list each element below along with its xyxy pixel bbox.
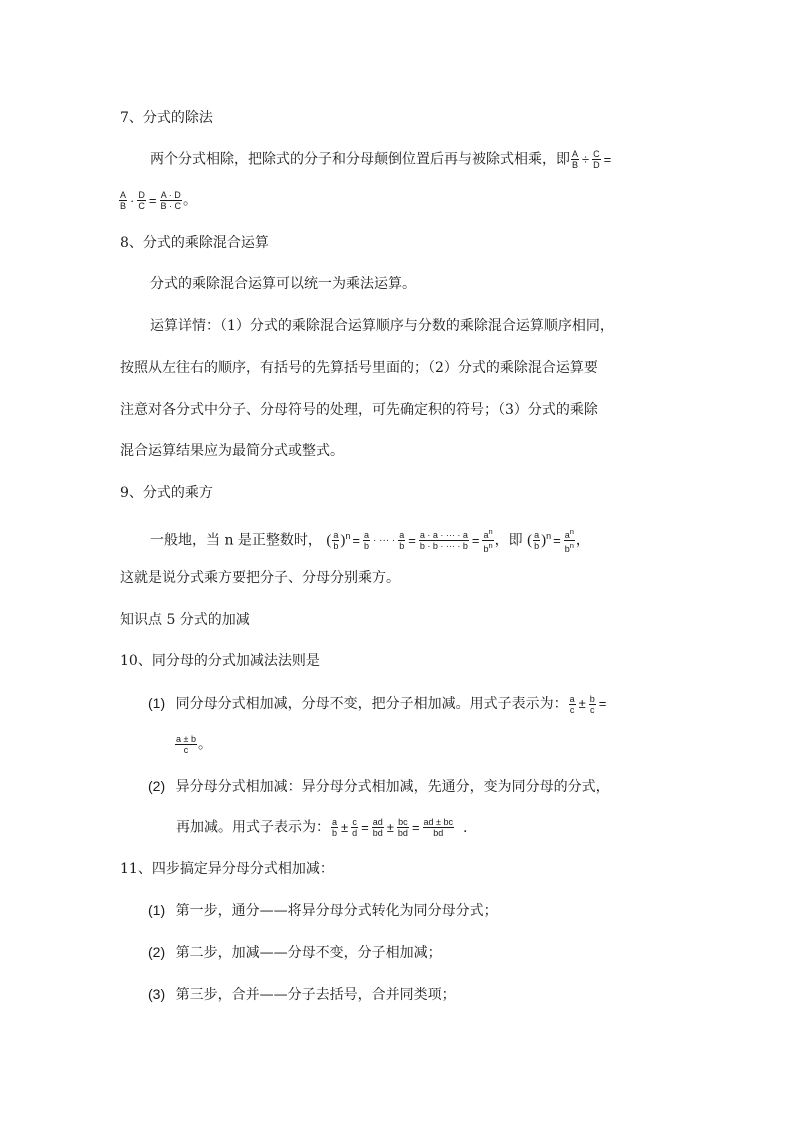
- dot-sign: ·: [130, 192, 135, 208]
- fraction-a-over-b: $\frac{A}{B}$: [572, 149, 579, 170]
- section-9-mid: ，即: [494, 532, 523, 549]
- fraction-a-pm-b-over-c: $\frac{a \pm b}{c}$: [176, 734, 196, 755]
- fraction-a-over-b-pow: $\frac{a}{b}$: [333, 530, 339, 552]
- fraction-a-over-b-pow-2: $\frac{a}{b}$: [534, 530, 540, 552]
- exponent-n: n: [345, 531, 351, 541]
- equals-sign-4: =: [408, 532, 416, 548]
- item-2-text: 异分母分式相加减：异分母分式相加减，先通分，变为同分母的分式，: [175, 779, 610, 795]
- fraction-an-over-bn: $\frac{a^n}{b^n}$: [483, 527, 493, 555]
- fraction-a-over-b-3: $\frac{a}{b}$: [332, 817, 338, 838]
- fraction-b-over-c: $\frac{b}{c}$: [589, 693, 595, 715]
- step-text: 第二步，加减——分母不变，分子相加减；: [175, 945, 442, 961]
- left-paren-2: (: [527, 532, 533, 549]
- right-paren-2: ): [541, 532, 547, 549]
- section-9-text: 一般地，当 n 是正整数时，: [150, 532, 322, 549]
- exponent-n-2: n: [546, 531, 552, 541]
- section-8-paragraph-1: 分式的乘除混合运算可以统一为乘法运算。: [150, 276, 416, 292]
- section-8-detail-line-2: 按照从左往右的顺序，有括号的先算括号里面的；（2）分式的乘除混合运算要: [120, 360, 598, 376]
- plus-minus-sign-3: ±: [386, 819, 394, 835]
- section-8-detail-line-3: 注意对各分式中分子、分母符号的处理，可先确定积的符号；（3）分式的乘除: [120, 402, 598, 418]
- plus-minus-sign: ±: [578, 696, 586, 711]
- section-7-paragraph: [150, 149, 613, 170]
- fraction-a-over-b-f1: $\frac{a}{b}$: [364, 530, 370, 552]
- section-10-item-1: [148, 693, 608, 715]
- period-2: 。: [197, 736, 212, 753]
- fraction-product: $\frac{a \cdot a \cdot \cdot\cdot\cdot \cdot a}{b \cdot b \cdot \cdot\cdot\cdot \cdot b}$: [419, 530, 468, 552]
- fraction-a-over-b-2: $\frac{A}{B}$: [120, 190, 127, 211]
- section-11-heading: 11、四步搞定异分母分式相加减：: [120, 861, 334, 877]
- step-item: [148, 984, 456, 1005]
- equals-sign-9: =: [411, 819, 420, 835]
- period: 。: [182, 192, 197, 209]
- fraction-c-over-d-2: $\frac{c}{d}$: [352, 817, 358, 838]
- section-10-item-1-result: [174, 734, 212, 755]
- cdots: · ··· ·: [373, 534, 396, 546]
- left-paren: (: [326, 532, 332, 549]
- fraction-c-over-d: $\frac{C}{D}$: [593, 149, 600, 170]
- step-item: [148, 900, 498, 921]
- step-number: (3): [148, 986, 166, 1002]
- plus-minus-sign-2: ±: [341, 819, 349, 835]
- fraction-ad-over-bc: $\frac{A \cdot D}{B \cdot C}$: [160, 190, 181, 211]
- right-paren: ): [340, 532, 346, 549]
- fraction-a-over-b-f2: $\frac{a}{b}$: [399, 530, 405, 552]
- divide-sign: ÷: [582, 151, 590, 167]
- item-2-number: (2): [148, 778, 166, 794]
- equals-sign-2: =: [148, 192, 157, 208]
- section-10-item-2-formula: [176, 817, 467, 838]
- section-7-formula-line: [118, 190, 197, 211]
- knowledge-point-5: 知识点 5 分式的加减: [120, 612, 250, 628]
- fraction-ad-over-bd: $\frac{ad}{bd}$: [372, 817, 383, 838]
- section-7-heading: 7、分式的除法: [120, 110, 213, 126]
- period-3: .: [463, 819, 468, 836]
- fraction-d-over-c: $\frac{D}{C}$: [138, 190, 145, 211]
- equals-sign-8: =: [361, 819, 369, 835]
- step-number: (1): [148, 902, 166, 918]
- section-10-heading: 10、同分母的分式加减法法则是: [120, 653, 320, 669]
- section-10-item-2: [148, 776, 610, 797]
- equals-sign-6: =: [553, 532, 561, 548]
- fraction-sum-over-bd: $\frac{ad \pm bc}{bd}$: [423, 817, 453, 838]
- section-9-heading: 9、分式的乘方: [120, 485, 213, 501]
- section-9-formula-line: [150, 526, 590, 554]
- section-7-text: 两个分式相除，把除式的分子和分母颠倒位置后再与被除式相乘，即: [150, 151, 570, 168]
- fraction-a-over-c: $\frac{a}{c}$: [569, 693, 575, 715]
- equals-sign: =: [603, 151, 612, 167]
- fraction-an-over-bn-2: $\frac{a^n}{b^n}$: [564, 527, 574, 555]
- section-8-detail-line-4: 混合运算结果应为最简分式或整式。: [120, 443, 344, 459]
- section-9-end: ，: [575, 532, 590, 549]
- equals-sign-3: =: [352, 532, 360, 548]
- step-text: 第三步，合并——分子去括号，合并同类项；: [175, 987, 456, 1003]
- equals-sign-5: =: [471, 532, 480, 548]
- step-number: (2): [148, 944, 166, 960]
- item-1-number: (1): [148, 695, 166, 711]
- item-1-text: 同分母分式相加减，分母不变，把分子相加减。用式子表示为：: [175, 696, 568, 712]
- step-item: [148, 942, 442, 963]
- fraction-bc-over-bd: $\frac{bc}{bd}$: [397, 817, 408, 838]
- section-8-heading: 8、分式的乘除混合运算: [120, 235, 269, 251]
- equals-sign-7: =: [598, 696, 607, 711]
- item-2-text-2: 再加减。用式子表示为：: [176, 819, 330, 836]
- section-8-detail-line-1: 运算详情：（1）分式的乘除混合运算顺序与分数的乘除混合运算顺序相同，: [150, 318, 614, 334]
- section-9-paragraph-2: 这就是说分式乘方要把分子、分母分别乘方。: [120, 570, 400, 586]
- step-text: 第一步，通分——将异分母分式转化为同分母分式；: [175, 903, 498, 919]
